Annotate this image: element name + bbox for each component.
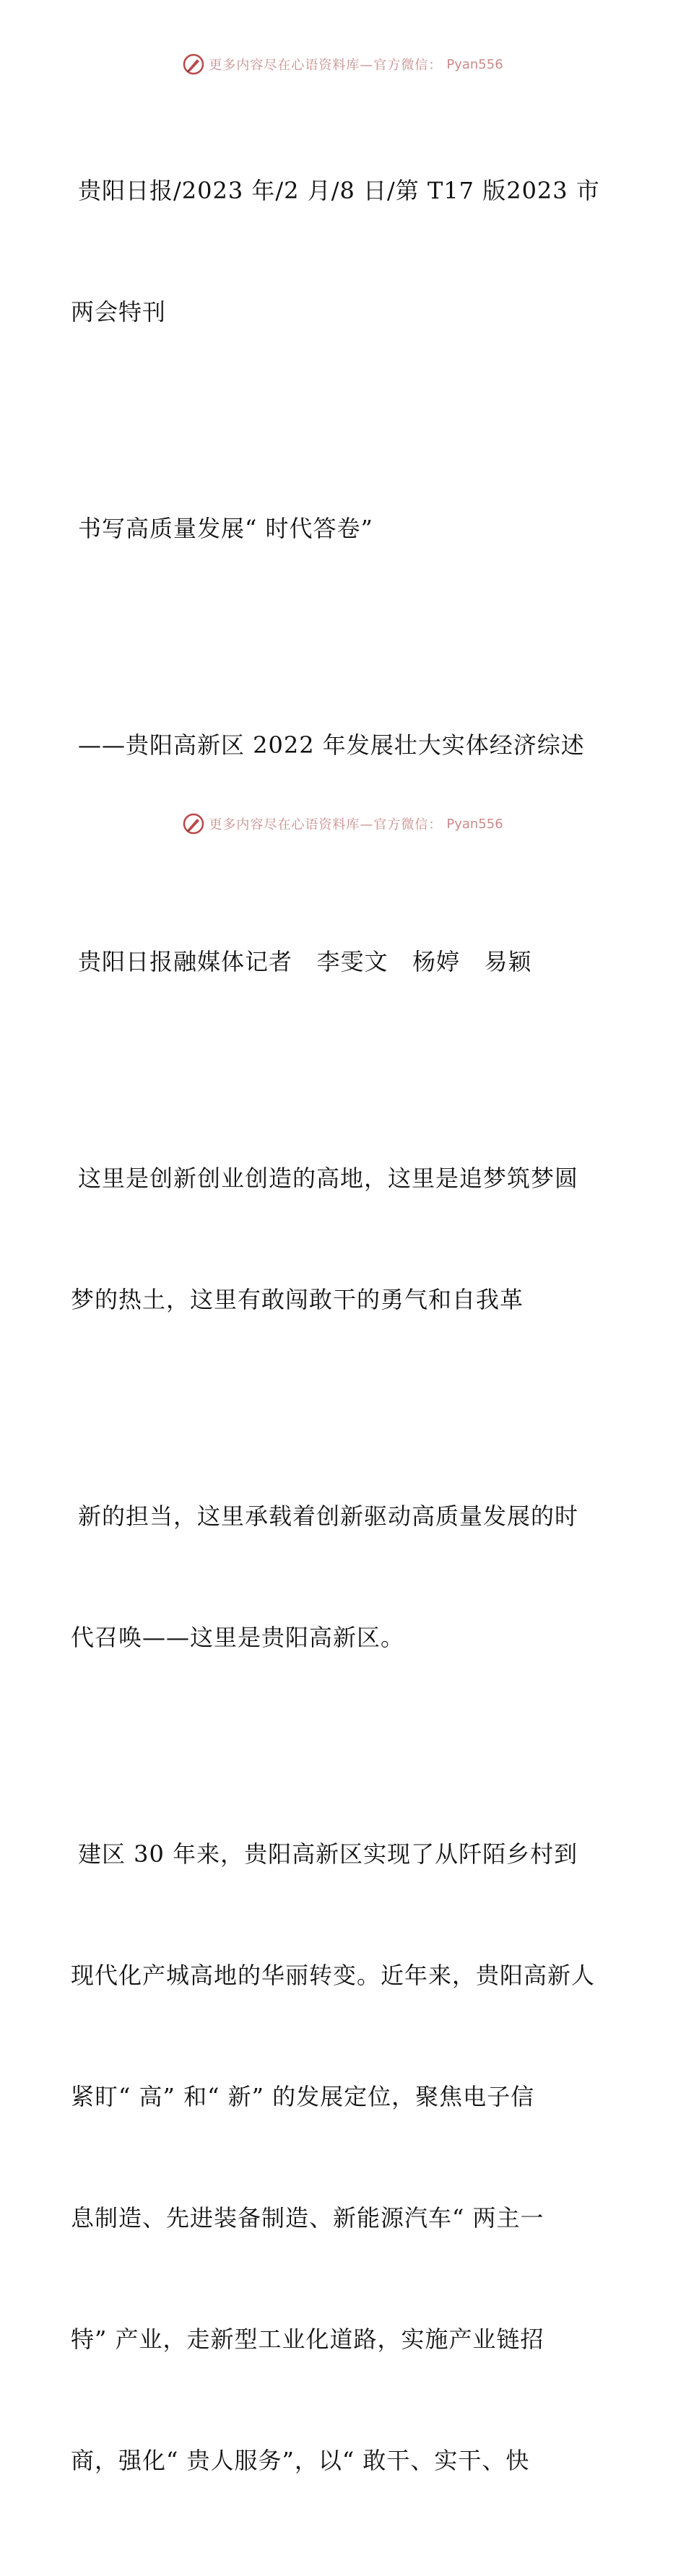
watermark-wechat-id: Pyan556 xyxy=(446,56,503,72)
byline: 贵阳日报融媒体记者 李雯文 杨婷 易颖 xyxy=(78,948,532,975)
paragraph-body-2 xyxy=(71,1415,620,1739)
text-line: 两会特刊 xyxy=(71,298,167,326)
watermark-text: 更多内容尽在心语资料库—官方微信： xyxy=(209,58,443,73)
text-line: 这里是创新创业创造的高地，这里是追梦筑梦圆 xyxy=(78,1165,579,1192)
pen-logo-icon xyxy=(183,53,204,75)
paragraph-byline xyxy=(71,861,620,1063)
paragraph-body-3 xyxy=(71,1753,620,2562)
text-line: 现代化产城高地的华丽转变。近年来，贵阳高新人 xyxy=(71,1962,596,1989)
text-line: 商，强化“ 贵人服务”，以“ 敢干、实干、快 xyxy=(71,2447,530,2474)
text-line: 息制造、先进装备制造、新能源汽车“ 两主一 xyxy=(71,2204,544,2232)
pen-logo-icon xyxy=(183,813,204,835)
paragraph-headline xyxy=(71,427,620,630)
watermark-header xyxy=(0,53,686,75)
text-line: 建区 30 年来，贵阳高新区实现了从阡陌乡村到 xyxy=(78,1840,578,1868)
text-line: 新的担当，这里承载着创新驱动高质量发展的时 xyxy=(78,1502,579,1530)
paragraph-body-1 xyxy=(71,1077,620,1401)
watermark-wechat-id: Pyan556 xyxy=(446,816,503,832)
text-line: 梦的热土，这里有敢闯敢干的勇气和自我革 xyxy=(71,1286,524,1313)
text-line: 特” 产业，走新型工业化道路，实施产业链招 xyxy=(71,2325,544,2353)
headline: 书写高质量发展“ 时代答卷” xyxy=(78,515,373,542)
text-line: 贵阳日报/2023 年/2 月/8 日/第 T17 版2023 市 xyxy=(78,177,600,204)
text-line: 紧盯“ 高” 和“ 新” 的发展定位，聚焦电子信 xyxy=(71,2083,535,2110)
paragraph-source xyxy=(71,90,620,413)
document-body xyxy=(71,90,620,2576)
subheadline: ——贵阳高新区 2022 年发展壮大实体经济综述 xyxy=(78,731,585,759)
text-line: 代召唤——这里是贵阳高新区。 xyxy=(71,1624,405,1651)
watermark-text: 更多内容尽在心语资料库—官方微信： xyxy=(209,817,443,832)
watermark-footer xyxy=(0,813,686,835)
